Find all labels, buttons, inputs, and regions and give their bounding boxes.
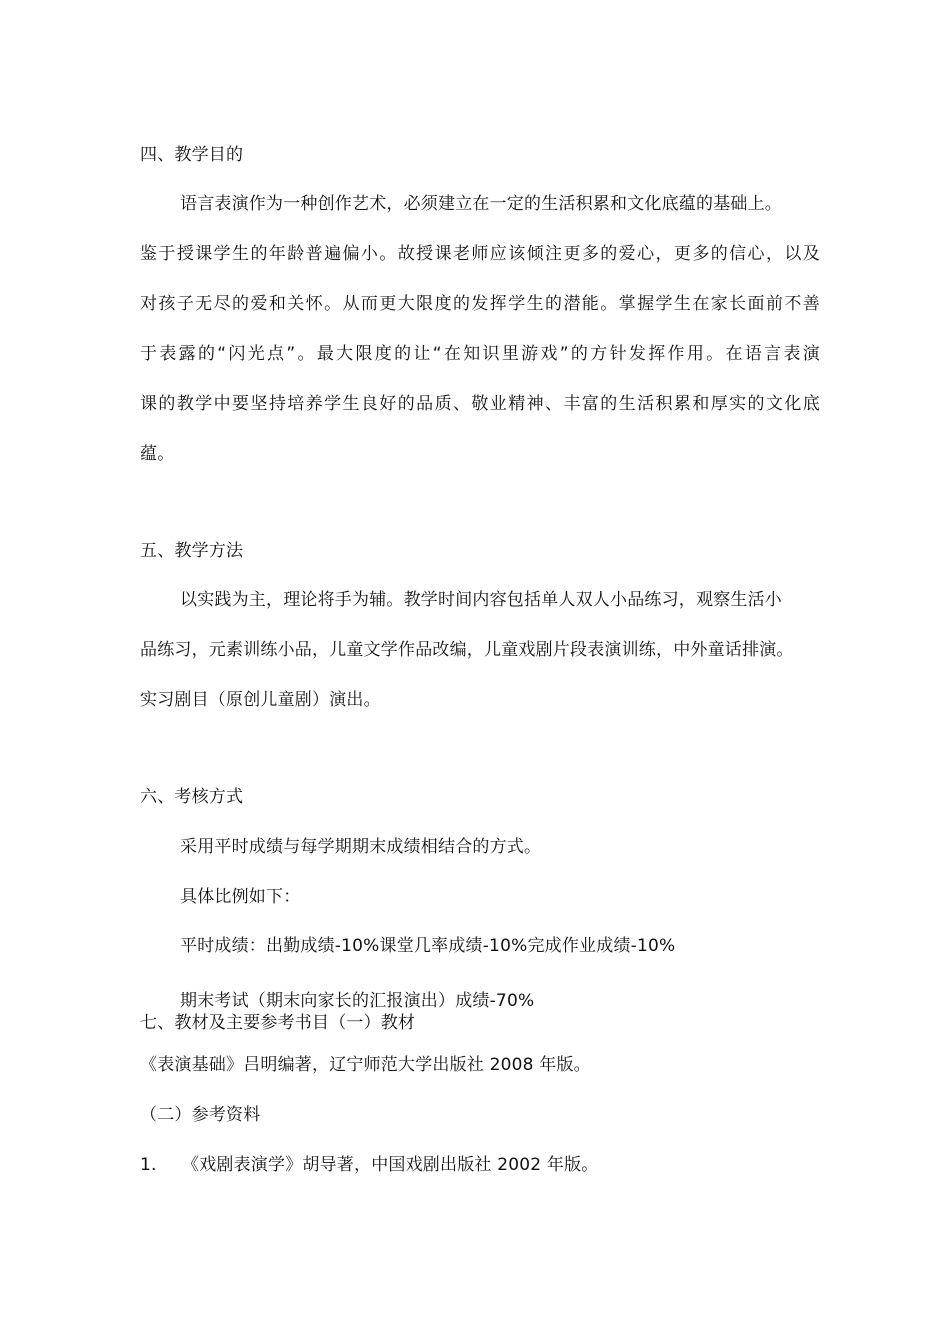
paragraph-line: 品练习，元素训练小品，儿童文学作品改编，儿童戏剧片段表演训练，中外童话排演。 [140, 640, 794, 660]
paragraph-line: 平时成绩：出勤成绩-10%课堂几率成绩-10%完成作业成绩-10% [180, 936, 676, 956]
section-heading-assessment: 六、考核方式 [140, 787, 244, 807]
textbook-entry: 《表演基础》吕明编著，辽宁师范大学出版社 2008 年版。 [140, 1055, 591, 1075]
paragraph-line: 蕴。 [140, 444, 175, 464]
paragraph-line: 鉴于授课学生的年龄普遍偏小。故授课老师应该倾注更多的爱心，更多的信心，以及 [140, 244, 820, 264]
paragraph-line: 实习剧目（原创儿童剧）演出。 [140, 690, 381, 710]
paragraph-line: 对孩子无尽的爱和关怀。从而更大限度的发挥学生的潜能。掌握学生在家长面前不善 [140, 294, 820, 314]
sub-heading-references: （二）参考资料 [140, 1105, 261, 1125]
reference-number: 1. [140, 1155, 157, 1175]
section-heading-teaching-methods: 五、教学方法 [140, 541, 244, 561]
paragraph-line: 语言表演作为一种创作艺术，必须建立在一定的生活积累和文化底蕴的基础上。 [180, 194, 782, 214]
reference-item [140, 1154, 598, 1176]
reference-text: 《戏剧表演学》胡导著，中国戏剧出版社 2002 年版。 [182, 1155, 599, 1175]
paragraph-line: 课的教学中要坚持培养学生良好的品质、敬业精神、丰富的生活积累和厚实的文化底 [140, 394, 820, 414]
paragraph-line: 期末考试（期末向家长的汇报演出）成绩-70% [180, 991, 535, 1011]
paragraph-line: 以实践为主，理论将手为辅。教学时间内容包括单人双人小品练习，观察生活小 [180, 590, 782, 610]
paragraph-line: 具体比例如下： [180, 887, 301, 907]
section-heading-teaching-goals: 四、教学目的 [140, 145, 244, 165]
paragraph-line: 于表露的“闪光点”。最大限度的让“在知识里游戏”的方针发挥作用。在语言表演 [140, 344, 820, 364]
paragraph-line: 采用平时成绩与每学期期末成绩相结合的方式。 [180, 837, 542, 857]
section-heading-textbooks: 七、教材及主要参考书目（一）教材 [140, 1013, 416, 1033]
